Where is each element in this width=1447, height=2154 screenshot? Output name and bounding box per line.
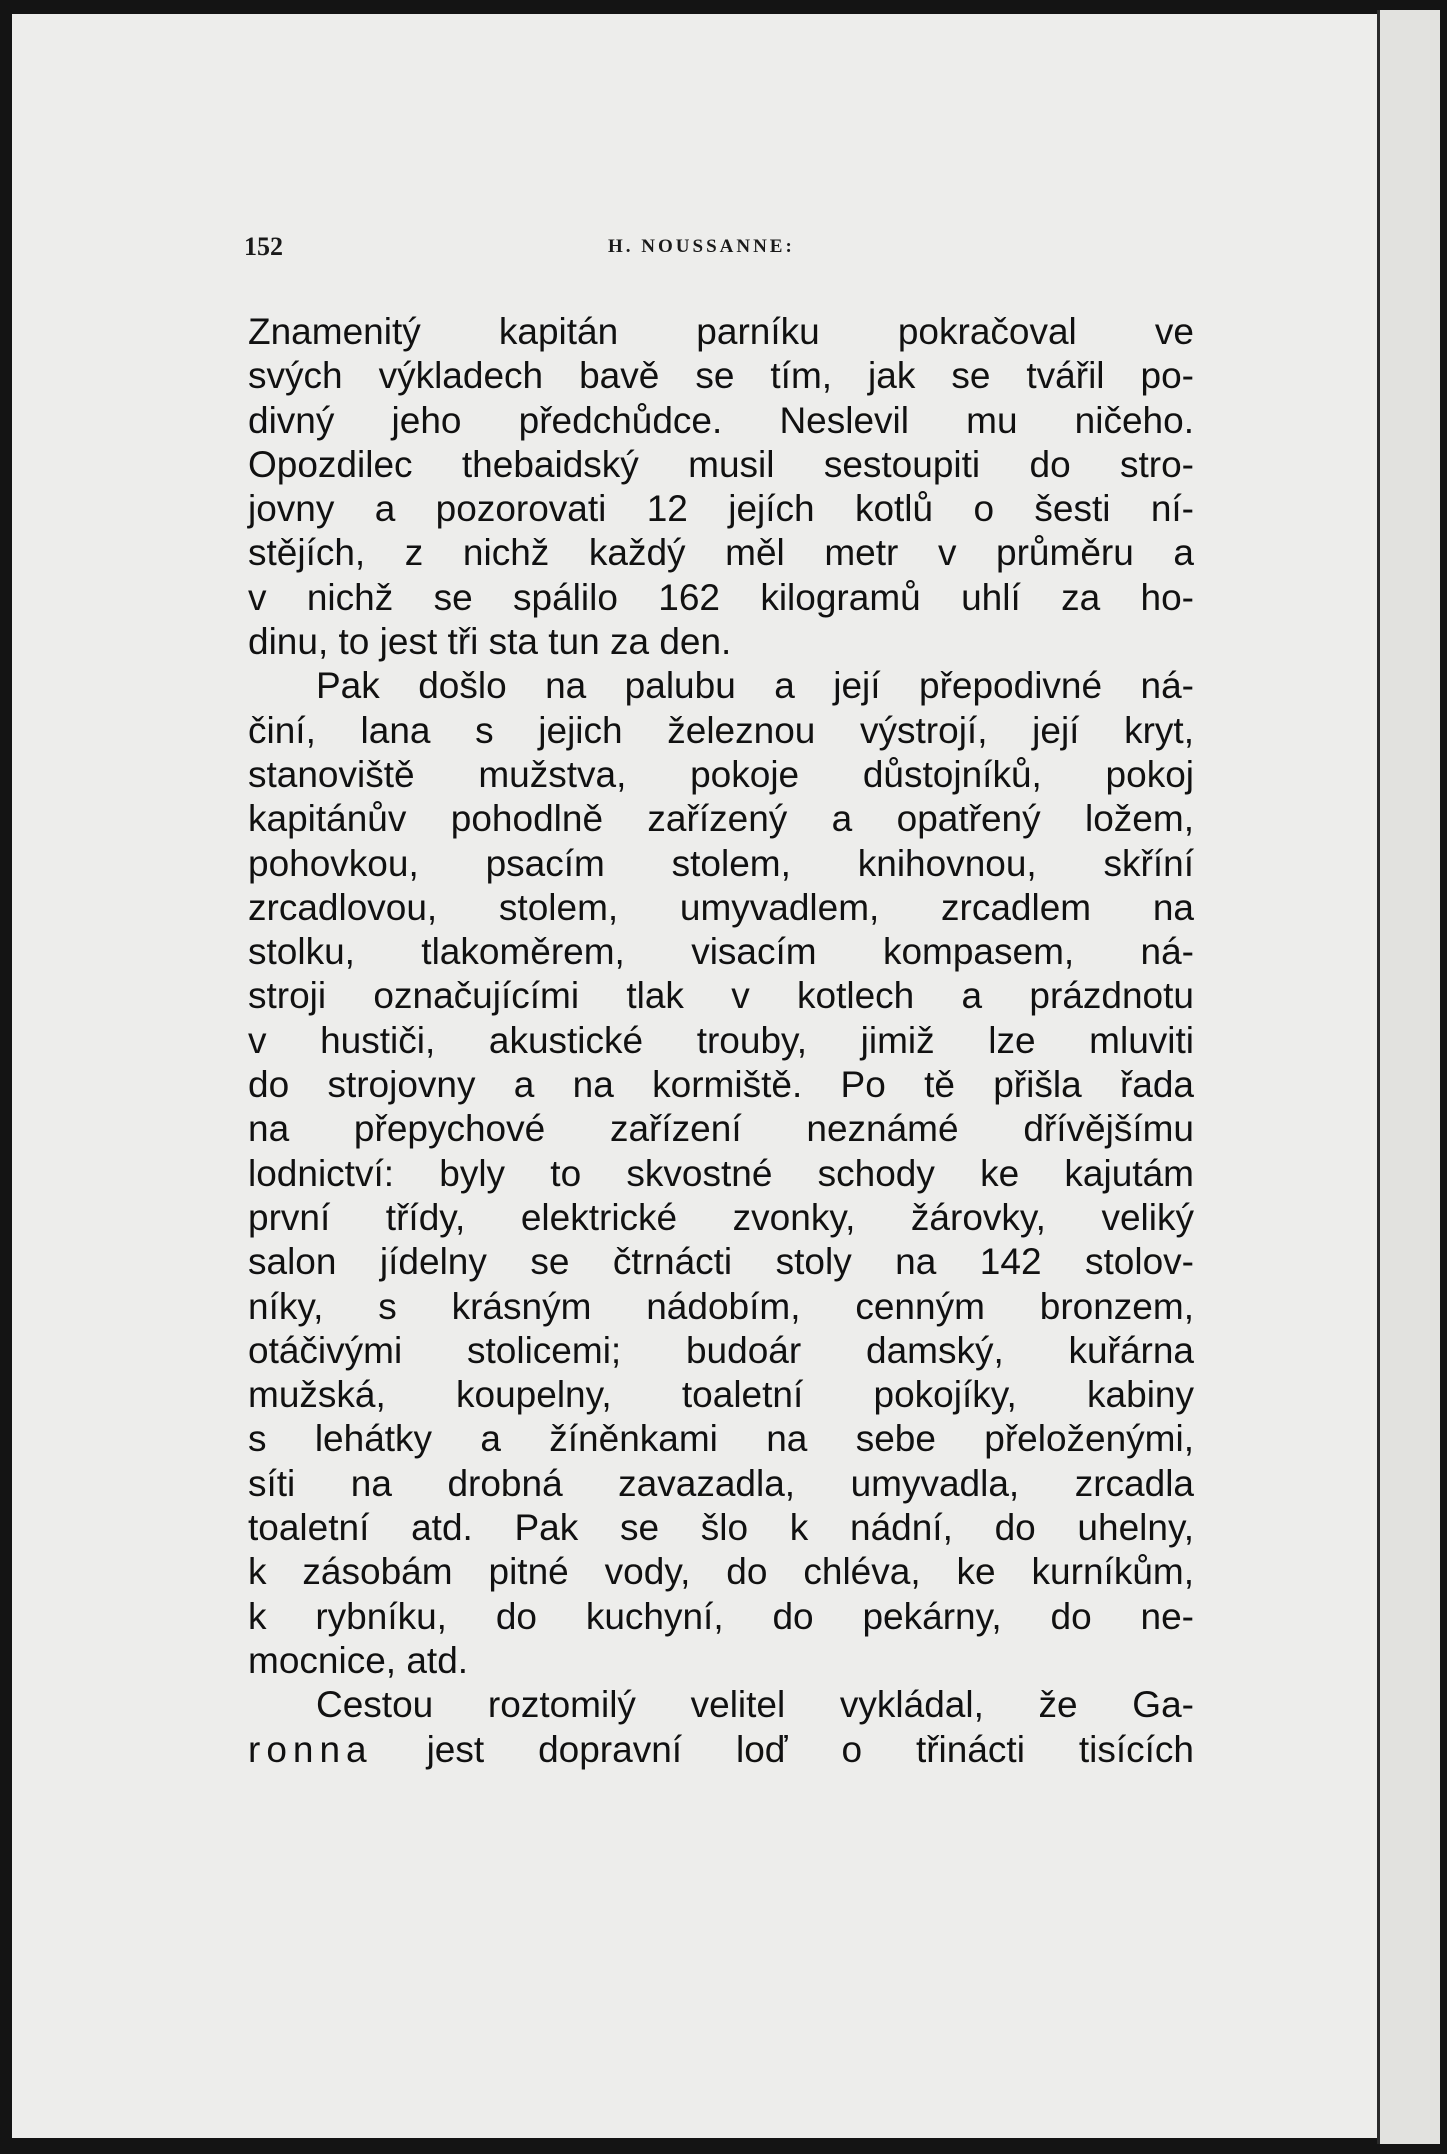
final-line-rest: jest dopravní loď o třinácti tisících	[372, 1728, 1194, 1770]
text-line: k rybníku, do kuchyní, do pekárny, do ne-	[248, 1595, 1194, 1637]
page-number: 152	[244, 232, 283, 261]
text-line: síti na drobná zavazadla, umyvadla, zrcadla	[248, 1462, 1194, 1504]
text-line: činí, lana s jejich železnou výstrojí, její kryt,	[248, 709, 1194, 751]
text-line: pohovkou, psacím stolem, knihovnou, skříní	[248, 842, 1194, 884]
text-line: Pak došlo na palubu a její přepodivné ná-	[316, 665, 1194, 707]
text-line: kapitánův pohodlně zařízený a opatřený ložem,	[248, 798, 1194, 840]
text-line: toaletní atd. Pak se šlo k nádní, do uhelny,	[248, 1507, 1194, 1549]
text-line: otáčivými stolicemi; budoár damský, kuřárna	[248, 1329, 1194, 1371]
text-line: svých výkladech bavě se tím, jak se tvářil po-	[248, 355, 1194, 397]
text-line: v nichž se spálilo 162 kilogramů uhlí za ho-	[248, 576, 1194, 618]
running-head: H. NOUSSANNE:	[608, 236, 795, 257]
text-line: níky, s krásným nádobím, cenným bronzem,	[248, 1285, 1194, 1327]
text-line: stanoviště mužstva, pokoje důstojníků, pokoj	[248, 753, 1194, 795]
text-line: s lehátky a žíněnkami na sebe přeloženými,	[248, 1418, 1194, 1460]
text-line: do strojovny a na kormiště. Po tě přišla řada	[248, 1064, 1194, 1106]
text-line: salon jídelny se čtrnácti stoly na 142 stolov-	[248, 1241, 1194, 1283]
text-line: mužská, koupelny, toaletní pokojíky, kabiny	[248, 1374, 1194, 1416]
text-line: stolku, tlakoměrem, visacím kompasem, ná-	[248, 931, 1194, 973]
text-line: Cestou roztomilý velitel vykládal, že Ga-	[316, 1684, 1194, 1726]
text-line: divný jeho předchůdce. Neslevil mu ničeho.	[248, 399, 1194, 441]
text-line: Opozdilec thebaidský musil sestoupiti do stro-	[248, 443, 1194, 485]
text-line: první třídy, elektrické zvonky, žárovky, veliký	[248, 1196, 1194, 1238]
text-line: Znamenitý kapitán parníku pokračoval ve	[248, 311, 1194, 352]
text-line: jovny a pozorovati 12 jejích kotlů o šesti ní-	[248, 488, 1194, 530]
text-line: k zásobám pitné vody, do chléva, ke kurníkům,	[248, 1551, 1194, 1593]
page-header	[236, 232, 1196, 262]
spaced-ship-name: ronna	[248, 1728, 373, 1770]
text-line: zrcadlovou, stolem, umyvadlem, zrcadlem na	[248, 886, 1194, 928]
text-line: v hustiči, akustické trouby, jimiž lze mluviti	[248, 1019, 1194, 1061]
text-line: mocnice, atd.	[248, 1639, 469, 1681]
text-line: lodnictví: byly to skvostné schody ke kajutám	[248, 1152, 1194, 1194]
text-line: na přepychové zařízení neznámé dřívějšímu	[248, 1108, 1194, 1150]
body-text	[248, 310, 1194, 1772]
text-line: stějích, z nichž každý měl metr v průměru a	[248, 532, 1194, 574]
text-line: stroji označujícími tlak v kotlech a prázdnotu	[248, 975, 1194, 1017]
text-line: dinu, to jest tři sta tun za den.	[248, 621, 732, 663]
next-page-edge	[1377, 10, 1440, 2144]
text-line-final	[248, 1728, 1194, 1772]
